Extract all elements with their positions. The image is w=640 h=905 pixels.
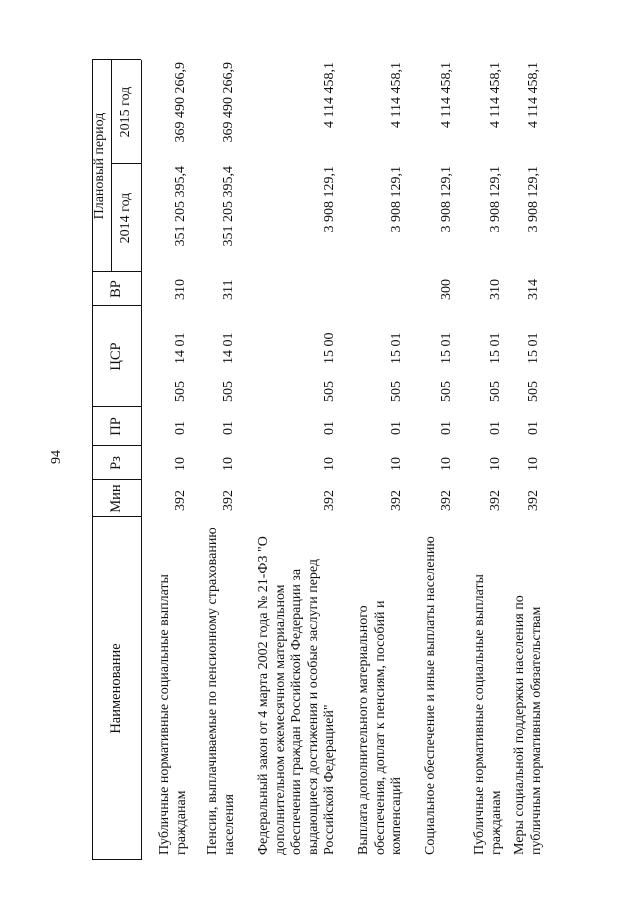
row-rz: 10	[221, 457, 236, 471]
row-name: Социальное обеспечение и иные выплаты населению	[423, 536, 438, 855]
budget-table	[92, 60, 547, 860]
row-pr: 01	[439, 421, 454, 435]
row-name: Пенсии, выплачиваемые по пенсионному страхованию населения	[205, 527, 237, 855]
row-vr: 310	[488, 279, 503, 300]
row-2014-value: 351 205 395,4	[221, 166, 236, 247]
header-2015: 2015 год	[118, 86, 133, 138]
row-2015-value: 4 114 458,1	[322, 62, 337, 128]
row-csr-code: 505	[322, 381, 337, 402]
row-rz: 10	[173, 457, 188, 471]
row-csr-code: 505	[221, 381, 236, 402]
row-csr-subcode: 14 01	[173, 332, 188, 364]
row-2014-value: 3 908 129,1	[322, 166, 337, 233]
row-vr: 300	[439, 279, 454, 300]
row-pr: 01	[389, 421, 404, 435]
row-2014-value: 3 908 129,1	[526, 166, 541, 233]
row-pr: 01	[221, 421, 236, 435]
row-csr-code: 505	[389, 381, 404, 402]
row-csr-code: 505	[488, 381, 503, 402]
row-name: Публичные нормативные социальные выплаты гражданам	[472, 574, 504, 855]
row-min: 392	[526, 490, 541, 511]
row-vr: 311	[221, 279, 236, 300]
row-pr: 01	[173, 421, 188, 435]
row-csr-code: 505	[526, 381, 541, 402]
header-2014: 2014 год	[118, 192, 133, 244]
row-min: 392	[439, 490, 454, 511]
row-vr: 314	[526, 279, 541, 300]
row-csr-subcode: 15 01	[439, 332, 454, 364]
row-csr-code: 505	[173, 381, 188, 402]
header-pr: ПР	[108, 417, 124, 436]
row-rz: 10	[488, 457, 503, 471]
row-2014-value: 351 205 395,4	[173, 166, 188, 247]
row-pr: 01	[526, 421, 541, 435]
row-vr: 310	[173, 279, 188, 300]
page-number: 94	[49, 450, 64, 464]
row-csr-subcode: 15 00	[322, 332, 337, 364]
row-min: 392	[488, 490, 503, 511]
row-name: Федеральный закон от 4 марта 2002 года № 21-ФЗ "О дополнительном ежемесячном материальном обеспечении граждан Российской Федерации за выдающиеся достижения и особые заслуги перед Российской Федерацией"	[256, 536, 337, 855]
row-pr: 01	[322, 421, 337, 435]
header-rz: Рз	[108, 456, 124, 470]
row-name: Меры социальной поддержки населения по публичным нормативным обязательствам	[512, 595, 544, 855]
row-2014-value: 3 908 129,1	[439, 166, 454, 233]
row-csr-subcode: 15 01	[488, 332, 503, 364]
rotated-page	[92, 60, 547, 860]
header-csr: ЦСР	[108, 342, 124, 371]
header-min: Мин	[108, 484, 124, 513]
row-rz: 10	[526, 457, 541, 471]
header-vr: ВР	[108, 280, 124, 298]
row-2015-value: 4 114 458,1	[389, 62, 404, 128]
row-min: 392	[389, 490, 404, 511]
row-2015-value: 369 490 266,9	[173, 62, 188, 143]
row-name: Публичные нормативные социальные выплаты гражданам	[157, 574, 189, 855]
row-csr-code: 505	[439, 381, 454, 402]
row-rz: 10	[389, 457, 404, 471]
row-pr: 01	[488, 421, 503, 435]
row-csr-subcode: 14 01	[221, 332, 236, 364]
row-2015-value: 4 114 458,1	[526, 62, 541, 128]
row-rz: 10	[439, 457, 454, 471]
row-min: 392	[322, 490, 337, 511]
row-2014-value: 3 908 129,1	[488, 166, 503, 233]
row-csr-subcode: 15 01	[389, 332, 404, 364]
header-name: Наименование	[108, 643, 124, 734]
row-rz: 10	[322, 457, 337, 471]
row-min: 392	[221, 490, 236, 511]
row-2015-value: 4 114 458,1	[439, 62, 454, 128]
row-2015-value: 369 490 266,9	[221, 62, 236, 143]
row-2014-value: 3 908 129,1	[389, 166, 404, 233]
header-bottom-rule	[141, 60, 142, 860]
header-planned-period: Плановый период	[92, 112, 107, 220]
row-csr-subcode: 15 01	[526, 332, 541, 364]
row-2015-value: 4 114 458,1	[488, 62, 503, 128]
row-min: 392	[173, 490, 188, 511]
row-name: Выплата дополнительного материального обеспечения, доплат к пенсиям, пособий и компенсаций	[356, 600, 404, 855]
